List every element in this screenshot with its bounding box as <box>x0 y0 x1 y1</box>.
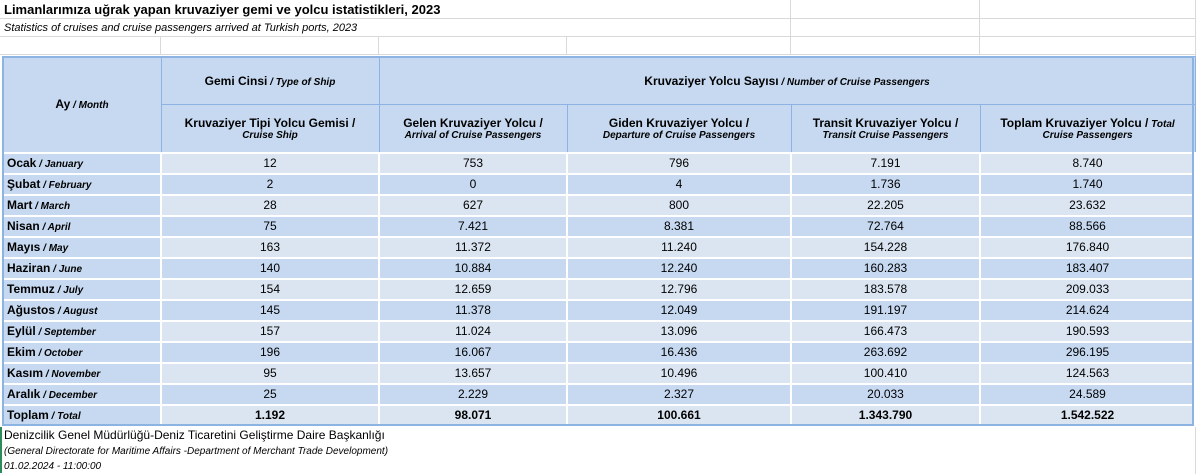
cell-arrival: 7.421 <box>379 216 567 237</box>
cell-total: 190.593 <box>980 321 1195 342</box>
month-name-en: / September <box>35 327 96 338</box>
cell-ships: 95 <box>161 363 379 384</box>
month-name-tr: Kasım <box>7 366 44 380</box>
cell-ships: 1.192 <box>161 405 379 426</box>
statistics-table <box>2 56 1196 427</box>
grid-col <box>160 37 161 55</box>
cell-total: 176.840 <box>980 237 1195 258</box>
cell-arrival: 627 <box>379 195 567 216</box>
month-name-tr: Mart <box>7 198 33 212</box>
cell-month <box>3 405 161 426</box>
month-name-en: / May <box>40 243 69 254</box>
cell-month <box>3 258 161 279</box>
cell-transit: 154.228 <box>791 237 980 258</box>
grid-row <box>0 37 1196 55</box>
cell-total: 8.740 <box>980 153 1195 174</box>
cell-transit: 20.033 <box>791 384 980 405</box>
cell-departure: 100.661 <box>567 405 791 426</box>
grid-col <box>979 0 980 55</box>
month-name-en: / June <box>50 264 83 275</box>
cell-arrival: 11.378 <box>379 300 567 321</box>
cell-total: 88.566 <box>980 216 1195 237</box>
table-row <box>3 363 1195 384</box>
cell-arrival: 11.372 <box>379 237 567 258</box>
cell-transit: 100.410 <box>791 363 980 384</box>
cell-ships: 163 <box>161 237 379 258</box>
cell-ships: 2 <box>161 174 379 195</box>
cell-month <box>3 174 161 195</box>
cell-arrival: 10.884 <box>379 258 567 279</box>
cell-ships: 12 <box>161 153 379 174</box>
month-name-tr: Toplam <box>7 408 49 422</box>
cell-total: 209.033 <box>980 279 1195 300</box>
cell-departure: 11.240 <box>567 237 791 258</box>
table-row <box>3 279 1195 300</box>
cell-total: 1.542.522 <box>980 405 1195 426</box>
month-name-en: / November <box>43 369 101 380</box>
month-name-en: / February <box>40 180 92 191</box>
cell-transit: 72.764 <box>791 216 980 237</box>
cell-arrival: 2.229 <box>379 384 567 405</box>
cell-month <box>3 216 161 237</box>
table-row <box>3 216 1195 237</box>
month-name-en: / July <box>54 285 84 296</box>
cell-departure: 12.240 <box>567 258 791 279</box>
cell-departure: 16.436 <box>567 342 791 363</box>
table-row <box>3 174 1195 195</box>
month-name-en: / October <box>35 348 83 359</box>
cell-departure: 4 <box>567 174 791 195</box>
month-name-en: / April <box>39 222 71 233</box>
month-name-tr: Ekim <box>7 345 36 359</box>
cell-arrival: 11.024 <box>379 321 567 342</box>
table-row <box>3 342 1195 363</box>
grid-col <box>378 37 379 55</box>
cell-month <box>3 342 161 363</box>
cell-transit: 263.692 <box>791 342 980 363</box>
cell-total: 24.589 <box>980 384 1195 405</box>
header-total: Toplam Kruvaziyer Yolcu / Total Cruise Passengers <box>980 105 1195 153</box>
cell-month <box>3 363 161 384</box>
table-row <box>3 321 1195 342</box>
cell-month <box>3 384 161 405</box>
cell-departure: 10.496 <box>567 363 791 384</box>
table-row <box>3 237 1195 258</box>
cell-arrival: 98.071 <box>379 405 567 426</box>
cell-ships: 196 <box>161 342 379 363</box>
cell-ships: 28 <box>161 195 379 216</box>
cell-ships: 145 <box>161 300 379 321</box>
month-name-tr: Haziran <box>7 261 51 275</box>
cell-transit: 7.191 <box>791 153 980 174</box>
table-row <box>3 195 1195 216</box>
cell-total: 296.195 <box>980 342 1195 363</box>
cell-departure: 800 <box>567 195 791 216</box>
page-subtitle: Statistics of cruises and cruise passengers arrived at Turkish ports, 2023 <box>4 22 358 34</box>
header-month: Ay / Month <box>3 57 161 153</box>
month-name-tr: Temmuz <box>7 282 55 296</box>
cell-transit: 1.343.790 <box>791 405 980 426</box>
timestamp: 01.02.2024 - 11:00:00 <box>4 461 102 472</box>
cell-departure: 12.796 <box>567 279 791 300</box>
cell-arrival: 12.659 <box>379 279 567 300</box>
cell-departure: 2.327 <box>567 384 791 405</box>
cell-month <box>3 153 161 174</box>
month-name-tr: Şubat <box>7 177 41 191</box>
header-ship-type: Gemi Cinsi / Type of Ship <box>161 57 379 105</box>
cell-total: 183.407 <box>980 258 1195 279</box>
month-name-tr: Eylül <box>7 324 36 338</box>
cell-transit: 160.283 <box>791 258 980 279</box>
cell-ships: 25 <box>161 384 379 405</box>
month-name-en: / August <box>55 306 98 317</box>
grid-col <box>790 0 791 55</box>
cell-ships: 154 <box>161 279 379 300</box>
cell-month <box>3 321 161 342</box>
month-name-tr: Mayıs <box>7 240 41 254</box>
table-row <box>3 153 1195 174</box>
cell-transit: 183.578 <box>791 279 980 300</box>
cell-arrival: 753 <box>379 153 567 174</box>
month-name-en: / March <box>32 201 71 212</box>
header-cruise-ship: Kruvaziyer Tipi Yolcu Gemisi / Cruise Ship <box>161 105 379 153</box>
cell-ships: 75 <box>161 216 379 237</box>
header-transit: Transit Kruvaziyer Yolcu / Transit Cruise Passengers <box>791 105 980 153</box>
source-en: (General Directorate for Maritime Affairs -Department of Merchant Trade Development) <box>4 446 389 457</box>
cell-month <box>3 300 161 321</box>
cell-total: 1.740 <box>980 174 1195 195</box>
cell-total: 23.632 <box>980 195 1195 216</box>
cell-month <box>3 237 161 258</box>
cell-arrival: 16.067 <box>379 342 567 363</box>
header-passenger-count: Kruvaziyer Yolcu Sayısı / Number of Cruise Passengers <box>379 57 1195 105</box>
cell-transit: 22.205 <box>791 195 980 216</box>
cell-month <box>3 195 161 216</box>
cell-ships: 157 <box>161 321 379 342</box>
cell-departure: 13.096 <box>567 321 791 342</box>
cell-transit: 1.736 <box>791 174 980 195</box>
month-name-en: / January <box>36 159 84 170</box>
month-name-en: / Total <box>48 411 81 422</box>
source-tr: Denizcilik Genel Müdürlüğü-Deniz Ticaretini Geliştirme Daire Başkanlığı <box>4 428 385 442</box>
cell-ships: 140 <box>161 258 379 279</box>
cell-transit: 166.473 <box>791 321 980 342</box>
total-row <box>3 405 1195 426</box>
header-arrival: Gelen Kruvaziyer Yolcu / Arrival of Cruise Passengers <box>379 105 567 153</box>
cell-marker <box>0 427 2 473</box>
grid-col <box>566 37 567 55</box>
cell-arrival: 0 <box>379 174 567 195</box>
cell-departure: 8.381 <box>567 216 791 237</box>
cell-month <box>3 279 161 300</box>
cell-departure: 796 <box>567 153 791 174</box>
month-name-tr: Ocak <box>7 156 37 170</box>
cell-total: 214.624 <box>980 300 1195 321</box>
month-name-tr: Nisan <box>7 219 40 233</box>
cell-total: 124.563 <box>980 363 1195 384</box>
month-name-en: / December <box>40 390 98 401</box>
header-departure: Giden Kruvaziyer Yolcu / Departure of Cruise Passengers <box>567 105 791 153</box>
month-name-tr: Aralık <box>7 387 41 401</box>
cell-arrival: 13.657 <box>379 363 567 384</box>
table-row <box>3 300 1195 321</box>
cell-transit: 191.197 <box>791 300 980 321</box>
page-title: Limanlarımıza uğrak yapan kruvaziyer gemi ve yolcu istatistikleri, 2023 <box>4 2 441 17</box>
table-row <box>3 384 1195 405</box>
month-name-tr: Ağustos <box>7 303 55 317</box>
table-row <box>3 258 1195 279</box>
cell-departure: 12.049 <box>567 300 791 321</box>
